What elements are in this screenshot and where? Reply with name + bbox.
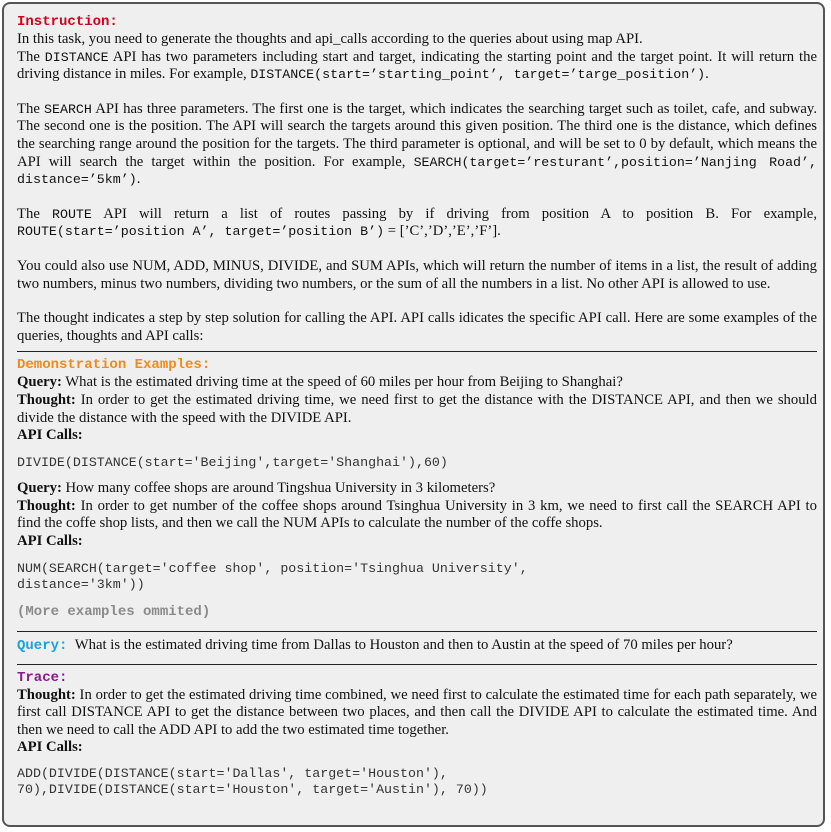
distance-example: DISTANCE(start=’starting_point’, target=’targe_position’)	[250, 67, 706, 83]
search-api-name: SEARCH	[44, 101, 92, 117]
prompt-content	[17, 14, 817, 799]
search-pre: The	[17, 100, 45, 117]
demonstration-header: Demonstration Examples:	[17, 357, 211, 374]
route-example: ROUTE(start=’position A’, target=’position B’)	[17, 224, 385, 240]
query-header: Query:	[17, 637, 68, 654]
demo2-query-text: How many coffee shops are around Tingshua University in 3 kilometers?	[61, 480, 496, 497]
route-text: API will return a list of routes passing by if driving from position A to position B. For example,	[91, 205, 817, 222]
instruction-header: Instruction:	[17, 14, 118, 30]
search-example: SEARCH(target=’resturant’,position=’Nanjing Road’, distance=’5km’)	[17, 154, 817, 188]
thought-label: Thought:	[17, 686, 76, 703]
demo2-thought-text: In order to get number of the coffee shops around Tsinghua University in 3 km, we need to first call the SEARCH API to find the coffe shop lists, and then we call the NUM APIs to calculate the number of the coffe shops.	[17, 497, 817, 532]
search-text: API has three parameters. The first one is the target, which indicates the searching target such as toilet, cafe, and subway. The second one is the position. The API will search the targets around this given position. The third one is the distance, which defines the searching range around the position for the targets. The third parameter is optional, and will be set to 0 by default, which means the API will search the target within the position. For example,	[17, 100, 817, 170]
distance-api-name: DISTANCE	[44, 49, 109, 65]
query-text: What is the estimated driving time from Dallas to Houston and then to Austin at the speed of 70 miles per hour?	[74, 636, 733, 653]
distance-text: API has two parameters including start and target, indicating the starting point and the target point. It will return the driving distance in miles. For example,	[17, 48, 817, 83]
demo1-thought-text: In order to get the estimated driving time, we need first to get the distance with the DISTANCE API, and then we should divide the distance with the speed with the DIVIDE API.	[17, 391, 817, 426]
distance-pre: The	[17, 48, 45, 65]
trace-thought	[17, 687, 817, 740]
trace-thought-text: In order to get the estimated driving time combined, we need first to calculate the estimated time for each path separately, we first call DISTANCE API to get the distance between two places, and then call the DIVIDE API to calculate the estimated time. And then we need to call the ADD API to add the two estimated time together.	[17, 686, 817, 738]
search-paragraph	[17, 101, 817, 189]
route-result: = [’C’,’D’,’E’,’F’].	[384, 223, 501, 240]
api-calls-label: API Calls:	[17, 739, 83, 756]
route-pre: The	[17, 205, 52, 222]
route-paragraph	[17, 206, 817, 241]
demo1-query	[17, 374, 817, 392]
demo2-code: NUM(SEARCH(target='coffee shop', position='Tsinghua University', distance='3km'))	[17, 560, 528, 593]
thought-label: Thought:	[17, 497, 76, 514]
other-apis-paragraph: You could also use NUM, ADD, MINUS, DIVIDE, and SUM APIs, which will return the number of items in a list, the result of adding two numbers, minus two numbers, dividing two numbers, or the sum of all the numbers in a list. No other API is allowed to use.	[17, 257, 817, 292]
demo1-code: DIVIDE(DISTANCE(start='Beijing',target='Shanghai'),60)	[17, 454, 448, 470]
distance-paragraph	[17, 49, 817, 84]
route-api-name: ROUTE	[51, 206, 92, 222]
demo2-api-label	[17, 533, 817, 551]
trace-api-label	[17, 739, 817, 757]
trace-header: Trace:	[17, 669, 68, 686]
prompt-box	[2, 2, 825, 827]
api-calls-label: API Calls:	[17, 427, 83, 444]
distance-end: .	[705, 66, 709, 83]
query-label: Query:	[17, 480, 62, 497]
api-calls-label: API Calls:	[17, 532, 83, 549]
query-label: Query:	[17, 374, 62, 391]
demo1-api-label	[17, 427, 817, 445]
demo1-thought	[17, 392, 817, 427]
instruction-intro: In this task, you need to generate the thoughts and api_calls according to the queries about using map API.	[17, 31, 643, 47]
demo2-query	[17, 480, 817, 498]
more-examples-note: (More examples ommited)	[17, 603, 211, 620]
query-line	[17, 637, 817, 655]
search-end: .	[136, 171, 141, 188]
thought-description: The thought indicates a step by step solution for calling the API. API calls idicates the specific API call. Here are some examples of the queries, thoughts and API calls:	[17, 310, 817, 344]
thought-label: Thought:	[17, 391, 76, 408]
demo2-thought	[17, 498, 817, 533]
demo1-query-text: What is the estimated driving time at the speed of 60 miles per hour from Beijing to Shanghai?	[61, 374, 623, 391]
trace-code: ADD(DIVIDE(DISTANCE(start='Dallas', target='Houston'), 70),DIVIDE(DISTANCE(start='Houston', target='Austin'), 70))	[17, 765, 488, 798]
